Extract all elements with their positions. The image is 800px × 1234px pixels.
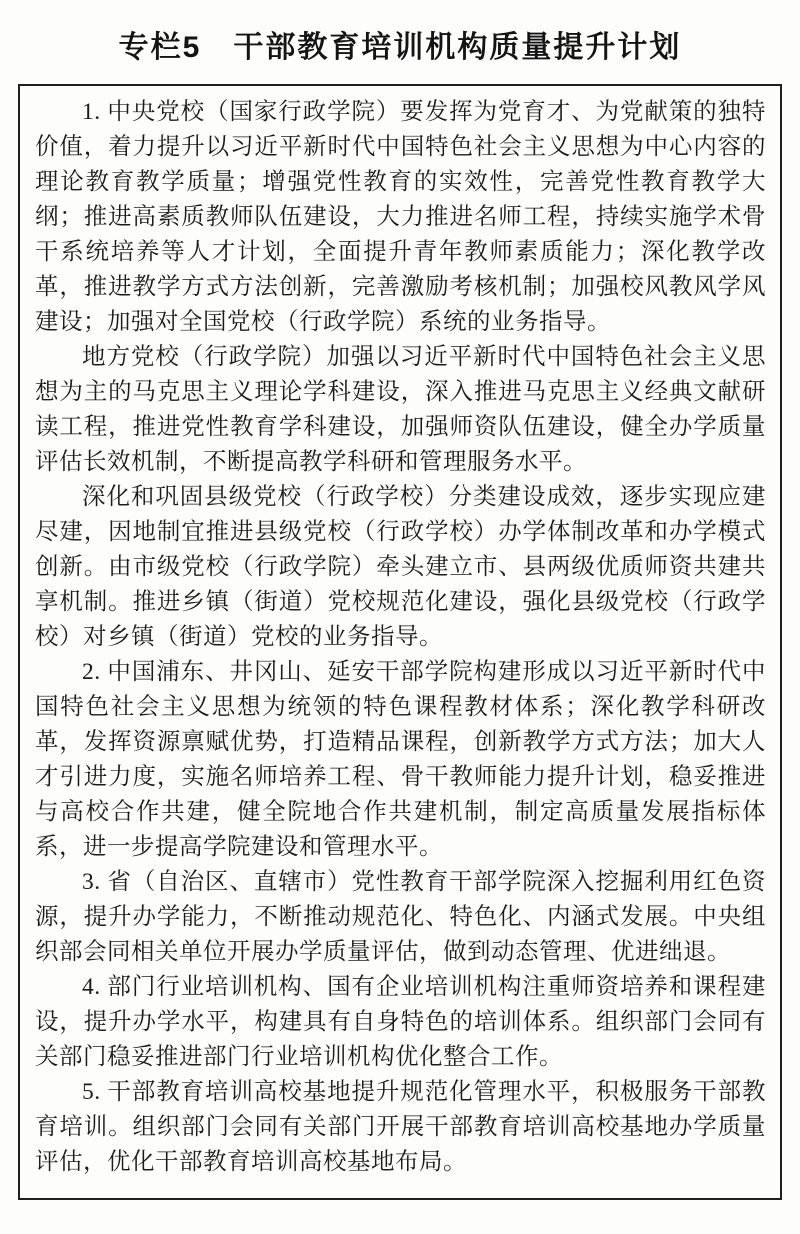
paragraph-1: 1. 中央党校（国家行政学院）要发挥为党育才、为党献策的独特价值，着力提升以习近平新时代中国特色社会主义思想为中心内容的理论教育教学质量；增强党性教育的实效性，完善党性教育教学大纲；推进高素质教师队伍建设，大力推进名师工程，持续实施学术骨干系统培养等人才计划，全面提升青年教师素质能力；深化教学改革，推进教学方式方法创新，完善激励考核机制；加强校风教风学风建设；加强对全国党校（行政学院）系统的业务指导。	[35, 99, 766, 335]
page-title: 专栏5 干部教育培训机构质量提升计划	[118, 31, 682, 64]
paragraph-4: 2. 中国浦东、井冈山、延安干部学院构建形成以习近平新时代中国特色社会主义思想为统领的特色课程教材体系；深化教学科研改革，发挥资源禀赋优势，打造精品课程，创新教学方式方法；加大人才引进力度，实施名师培养工程、骨干教师能力提升计划，稳妥推进与高校合作共建，健全院地合作共建机制，制定高质量发展指标体系，进一步提高学院建设和管理水平。	[35, 659, 766, 860]
paragraph-6: 4. 部门行业培训机构、国有企业培训机构注重师资培养和课程建设，提升办学水平，构建具有自身特色的培训体系。组织部门会同有关部门稳妥推进部门行业培训机构优化整合工作。	[35, 974, 766, 1070]
paragraph-5: 3. 省（自治区、直辖市）党性教育干部学院深入挖掘利用红色资源，提升办学能力，不断推动规范化、特色化、内涵式发展。中央组织部会同相关单位开展办学质量评估，做到动态管理、优进绌退。	[35, 869, 766, 965]
paragraph-2: 地方党校（行政学院）加强以习近平新时代中国特色社会主义思想为主的马克思主义理论学科建设，深入推进马克思主义经典文献研读工程，推进党性教育学科建设，加强师资队伍建设，健全办学质量评估长效机制，不断提高教学科研和管理服务水平。	[35, 344, 766, 475]
paragraph-7: 5. 干部教育培训高校基地提升规范化管理水平，积极服务干部教育培训。组织部门会同有关部门开展干部教育培训高校基地办学质量评估，优化干部教育培训高校基地布局。	[35, 1079, 766, 1175]
content-box	[18, 84, 782, 1200]
paragraph-3: 深化和巩固县级党校（行政学校）分类建设成效，逐步实现应建尽建，因地制宜推进县级党校（行政学校）办学体制改革和办学模式创新。由市级党校（行政学院）牵头建立市、县两级优质师资共建共享机制。推进乡镇（街道）党校规范化建设，强化县级党校（行政学校）对乡镇（街道）党校的业务指导。	[35, 484, 766, 650]
